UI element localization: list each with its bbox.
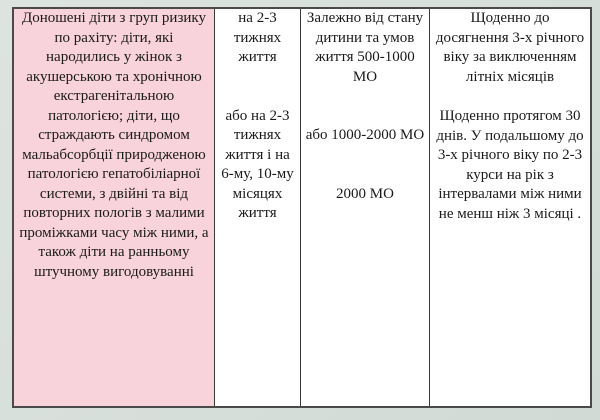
vitamin-d-prophylaxis-table [12, 7, 592, 408]
dose-cell [301, 8, 430, 407]
dose-third: 2000 МО [336, 185, 394, 202]
table-row [13, 8, 591, 407]
timing-cell [215, 8, 301, 407]
risk-group-text: Доношені діти з груп ризику по рахіту: діти, які народились у жінок з акушерською та хронічною екстрагенітальною патологією; діти, що страждають синдромом мальабсорбції природженою патологією гепатобіліарної системи, з двійні та від повторних пологів з малими проміжками часу між ними, а також діти на ранньому штучному вигодовуванні [19, 10, 209, 280]
regimen-first: Щоденно до досягнення 3-х річного віку за виключенням літніх місяців [435, 10, 585, 85]
regimen-second: Щоденно протягом 30 днів. У подальшому до 3-х річного віку по 2-3 курси на рік з інтервалами між ними не менш ніж 3 місяці . [436, 108, 584, 222]
risk-group-cell [13, 8, 215, 407]
timing-alt: або на 2-3 тижнях життя і на 6-му, 10-му місяцях життя [221, 107, 294, 221]
dose-alt: або 1000-2000 МО [305, 127, 425, 143]
regimen-cell [430, 8, 592, 407]
timing-first: на 2-3 тижнях життя [233, 10, 282, 65]
dose-first: Залежно від стану дитини та умов життя 500-1000 МО [306, 10, 424, 85]
